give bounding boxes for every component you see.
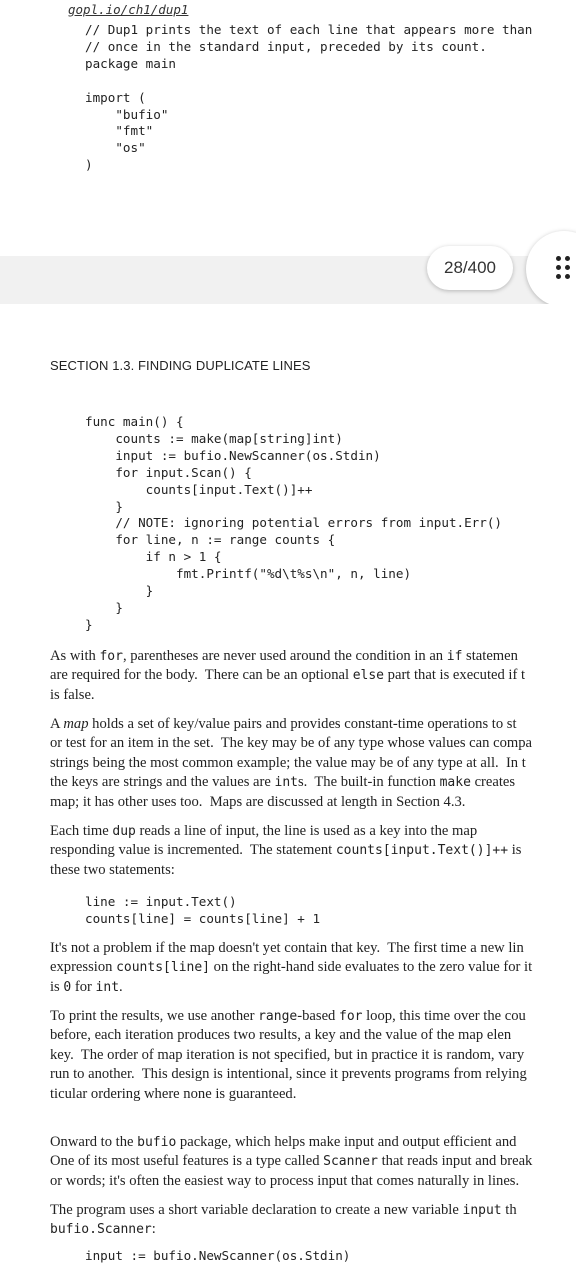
vertical-dots-icon [556, 256, 574, 282]
inline-code: 0 [63, 979, 72, 995]
inline-code: counts[line] [116, 960, 210, 976]
inline-code: for [339, 1009, 363, 1024]
inline-code: bufio [137, 1135, 177, 1150]
inline-code: int [95, 979, 120, 995]
inline-code: if [446, 649, 463, 664]
inline-code: make [439, 775, 471, 791]
inline-code: Scanner [323, 1154, 378, 1170]
page-counter-badge [427, 246, 513, 290]
inline-code: input [462, 1203, 502, 1218]
paragraph-short-var: The program uses a short variable declaration to create a new variable input th bufio.Scanner: [50, 1202, 517, 1238]
source-path-link[interactable]: gopl.io/ch1/dup1 [68, 2, 189, 17]
section-heading: SECTION 1.3. FINDING DUPLICATE LINES [50, 358, 311, 373]
paragraph-zero-value: It's not a problem if the map doesn't yet contain that key. The first time a new lin expression counts[line] on the right-hand side evaluates to the zero value for it is 0 for int. [50, 940, 533, 995]
inline-code: else [352, 668, 385, 684]
inline-code: range [258, 1009, 298, 1024]
inline-code: dup [112, 824, 136, 839]
paragraph-dup: Each time dup reads a line of input, the line is used as a key into the map responding value is incremented. The statement counts[input.Text()]++ is these two statements: [50, 823, 526, 878]
code-block-main: func main() { counts := make(map[string]int) input := bufio.NewScanner(os.Stdin) for input.Scan() { counts[input.Text()]++ } // NOTE: ignoring potential errors from input.Err() for line, n := range counts { if n > 1 { fmt.Printf("%d\t%s\n", n, line) } } } [85, 414, 503, 632]
paragraph-map: A map holds a set of key/value pairs and provides constant-time operations to st or test for an item in the set. The key may be of any type whose values can compa strings being the most common example; the value may be of any type at all. In t the keys are strings and the values are ints. The built-in function make creates map; it has other uses too. Maps are discussed at length in Section 4.3. [50, 716, 532, 810]
code-snippet-scanner: input := bufio.NewScanner(os.Stdin) [85, 1248, 351, 1263]
paragraph-range-loop: To print the results, we use another range-based for loop, this time over the cou before, each iteration produces two results, a key and the value of the map elen key. The order of map iteration is not specified, but in practice it is random, vary run to another. This design is intentional, since it prevents programs from relying ticular ordering where none is guaranteed. [50, 1008, 527, 1102]
inline-code: bufio.Scanner [50, 1222, 152, 1238]
paragraph-for-loop: As with for, parentheses are never used around the condition in an if statemen are required for the body. There can be an optional else part that is executed if t is false. [50, 648, 526, 703]
book-page-top [0, 0, 576, 256]
code-block-header: // Dup1 prints the text of each line that appears more than // once in the standard input, preceded by its count. package main import ( "bufio" "fmt" "os" ) [85, 22, 533, 173]
code-snippet-counts: line := input.Text() counts[line] = counts[line] + 1 [85, 894, 321, 926]
inline-code: int [274, 775, 298, 791]
paragraph-bufio: Onward to the bufio package, which helps make input and output efficient and One of its most useful features is a type called Scanner that reads input and break or words; it's often the easiest way to process input that comes naturally in lines. [50, 1134, 533, 1189]
inline-code: counts[input.Text()]++ [335, 843, 509, 859]
emphasis: map [63, 716, 89, 732]
book-page-bottom [0, 304, 576, 1280]
inline-code: for [99, 649, 123, 664]
page-counter-text: 28/400 [444, 258, 496, 277]
